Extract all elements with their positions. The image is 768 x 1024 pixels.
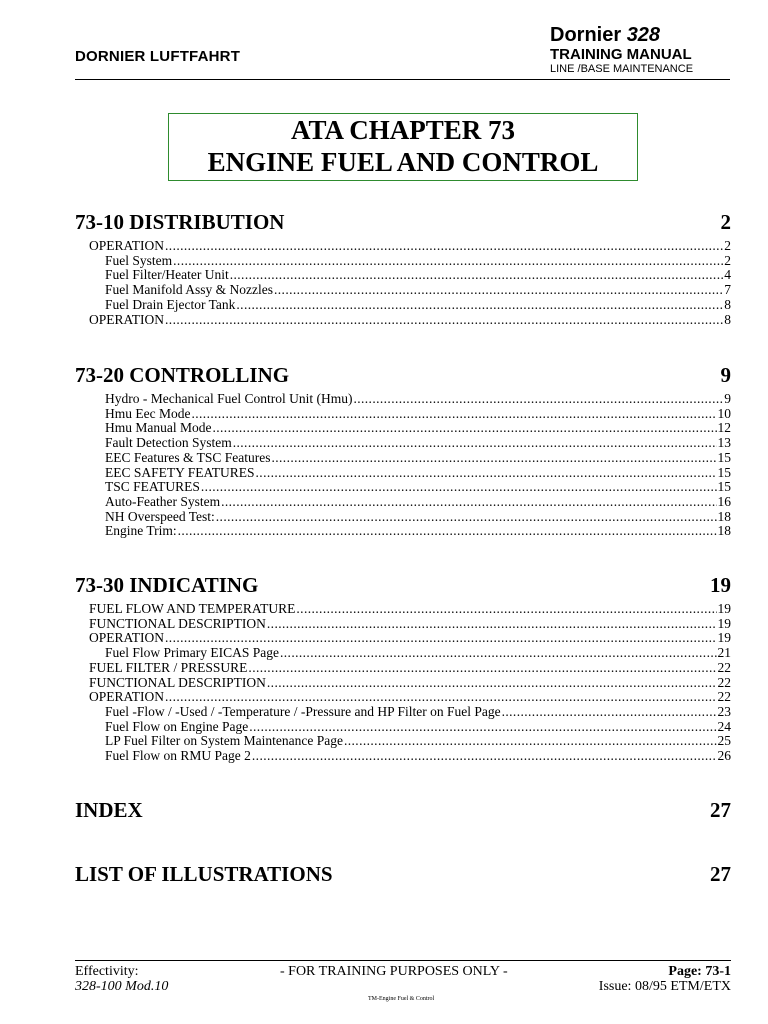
toc-entry-label: Hydro - Mechanical Fuel Control Unit (Hmu) <box>105 391 353 406</box>
toc-entry[interactable] <box>89 451 731 466</box>
toc-entry-label: OPERATION <box>89 311 165 327</box>
toc-entry[interactable] <box>89 268 731 283</box>
toc-entry-page: 12 <box>717 420 731 436</box>
leader-dots <box>236 298 723 313</box>
toc-entry-page: 22 <box>717 674 731 690</box>
manual-subtitle: LINE /BASE MAINTENANCE <box>550 63 694 75</box>
section-heading-controlling[interactable] <box>75 363 731 388</box>
toc-entry[interactable] <box>89 392 731 407</box>
toc-entry-page: 26 <box>717 748 731 764</box>
leader-dots <box>267 617 717 632</box>
issue-info: Issue: 08/95 ETM/ETX <box>598 979 731 994</box>
toc-entry[interactable] <box>89 254 731 269</box>
section-heading-index[interactable] <box>75 798 731 823</box>
toc-entry-page: 21 <box>717 645 731 661</box>
toc-entry-label: LP Fuel Filter on System Maintenance Page <box>105 733 343 749</box>
illustrations-title: LIST OF ILLUSTRATIONS <box>75 862 333 886</box>
footer-divider <box>75 960 731 961</box>
toc-entry[interactable] <box>89 720 731 735</box>
toc-entry-label: OPERATION <box>89 630 165 646</box>
toc-list-distribution <box>89 239 731 327</box>
toc-entry-label: Fuel Flow Primary EICAS Page <box>105 645 279 661</box>
section-title: 73-30 INDICATING <box>75 573 259 597</box>
training-notice: - FOR TRAINING PURPOSES ONLY - <box>280 964 508 979</box>
brand-name: Dornier <box>550 24 622 46</box>
leader-dots <box>280 646 717 661</box>
brand-title <box>550 24 718 46</box>
toc-entry[interactable] <box>89 510 731 525</box>
leader-dots <box>274 283 723 298</box>
toc-entry-page: 18 <box>717 523 731 539</box>
toc-entry[interactable] <box>89 495 731 510</box>
toc-entry-page: 22 <box>717 689 731 705</box>
page-number: Page: 73-1 <box>668 964 731 979</box>
toc-entry-label: EEC Features & TSC Features <box>105 449 271 465</box>
toc-entry-label: Fuel Manifold Assy & Nozzles <box>105 282 273 298</box>
effectivity-value: 328-100 Mod.10 <box>75 979 169 994</box>
toc-entry-page: 13 <box>717 435 731 451</box>
effectivity-label: Effectivity: <box>75 964 139 979</box>
toc-entry-label: Fuel Flow on Engine Page <box>105 718 249 734</box>
toc-entry-label: NH Overspeed Test: <box>105 508 215 524</box>
toc-entry-page: 15 <box>717 479 731 495</box>
chapter-title-box <box>168 113 638 181</box>
toc-entry-page: 2 <box>724 252 731 268</box>
toc-entry-page: 18 <box>717 508 731 524</box>
chapter-title: ATA CHAPTER 73 <box>290 115 515 145</box>
manual-title: TRAINING MANUAL <box>550 46 692 63</box>
toc-entry[interactable] <box>89 480 731 495</box>
section-heading-illustrations[interactable] <box>75 862 731 887</box>
toc-entry-page: 2 <box>724 238 731 253</box>
toc-entry[interactable] <box>89 524 731 539</box>
toc-entry-label: Engine Trim: <box>105 523 177 539</box>
toc-entry-page: 24 <box>717 718 731 734</box>
toc-entry[interactable] <box>89 436 731 451</box>
toc-entry[interactable] <box>89 298 731 313</box>
toc-entry-label: Fault Detection System <box>105 435 232 451</box>
toc-entry[interactable] <box>89 676 731 691</box>
toc-entry-label: OPERATION <box>89 689 165 705</box>
toc-entry-label: Fuel -Flow / -Used / -Temperature / -Pressure and HP Filter on Fuel Page <box>105 703 501 719</box>
section-page: 9 <box>720 363 731 387</box>
toc-entry[interactable] <box>89 239 731 254</box>
toc-entry-label: FUEL FILTER / PRESSURE <box>89 659 248 675</box>
leader-dots <box>233 436 717 451</box>
toc-entry-label: FUNCTIONAL DESCRIPTION <box>89 615 266 631</box>
illustrations-page: 27 <box>710 862 731 886</box>
leader-dots <box>165 690 716 705</box>
leader-dots <box>165 239 723 254</box>
toc-entry-page: 8 <box>724 296 731 312</box>
document-reference: TM-Engine Fuel & Control <box>368 996 435 1002</box>
toc-entry-page: 22 <box>717 659 731 675</box>
leader-dots <box>178 524 717 539</box>
leader-dots <box>502 705 717 720</box>
section-page: 19 <box>710 573 731 597</box>
brand-block <box>550 24 718 76</box>
toc-entry-page: 19 <box>717 615 731 631</box>
section-heading-indicating[interactable] <box>75 573 731 598</box>
toc-entry-page: 16 <box>717 493 731 509</box>
leader-dots <box>267 676 717 691</box>
toc-entry-label: FUNCTIONAL DESCRIPTION <box>89 674 266 690</box>
effectivity-block <box>75 964 168 994</box>
toc-entry-page: 8 <box>724 311 731 327</box>
index-title: INDEX <box>75 798 143 822</box>
leader-dots <box>165 631 716 646</box>
section-page: 2 <box>720 210 731 234</box>
toc-entry[interactable] <box>89 734 731 749</box>
toc-entry[interactable] <box>89 646 731 661</box>
toc-entry[interactable] <box>89 705 731 720</box>
leader-dots <box>165 313 723 328</box>
page-info-block <box>599 964 731 994</box>
toc-entry-label: TSC FEATURES <box>105 479 200 495</box>
toc-entry-label: Fuel System <box>105 252 173 268</box>
toc-entry[interactable] <box>89 407 731 422</box>
leader-dots <box>173 254 723 269</box>
leader-dots <box>353 392 723 407</box>
toc-entry[interactable] <box>89 749 731 764</box>
toc-entry-page: 25 <box>717 733 731 749</box>
toc-entry-label: Hmu Eec Mode <box>105 405 191 421</box>
index-page: 27 <box>710 798 731 822</box>
leader-dots <box>216 510 717 525</box>
leader-dots <box>248 661 716 676</box>
leader-dots <box>296 602 716 617</box>
company-name: DORNIER LUFTFAHRT <box>75 48 241 65</box>
leader-dots <box>201 480 717 495</box>
chapter-subtitle: ENGINE FUEL AND CONTROL <box>207 147 599 177</box>
leader-dots <box>256 466 717 481</box>
leader-dots <box>271 451 716 466</box>
section-title: 73-10 DISTRIBUTION <box>75 210 285 234</box>
leader-dots <box>191 407 716 422</box>
toc-entry[interactable] <box>89 631 731 646</box>
toc-entry-page: 19 <box>717 601 731 616</box>
toc-entry[interactable] <box>89 602 731 617</box>
toc-entry-page: 15 <box>717 464 731 480</box>
leader-dots <box>230 268 724 283</box>
toc-entry[interactable] <box>89 421 731 436</box>
header-divider <box>75 79 730 80</box>
toc-entry[interactable] <box>89 617 731 632</box>
toc-entry-page: 19 <box>717 630 731 646</box>
toc-entry[interactable] <box>89 466 731 481</box>
toc-list-controlling <box>89 392 731 539</box>
toc-entry-label: Fuel Flow on RMU Page 2 <box>105 748 251 764</box>
leader-dots <box>212 421 716 436</box>
toc-entry-label: Fuel Filter/Heater Unit <box>105 267 229 283</box>
leader-dots <box>221 495 716 510</box>
toc-entry-label: EEC SAFETY FEATURES <box>105 464 255 480</box>
toc-entry-page: 4 <box>724 267 731 283</box>
toc-entry-label: Hmu Manual Mode <box>105 420 212 436</box>
toc-entry-label: Auto-Feather System <box>105 493 221 509</box>
leader-dots <box>252 749 717 764</box>
toc-entry-label: OPERATION <box>89 238 165 253</box>
toc-entry[interactable] <box>89 313 731 328</box>
toc-entry-label: Fuel Drain Ejector Tank <box>105 296 236 312</box>
leader-dots <box>344 734 717 749</box>
toc-entry-page: 23 <box>717 703 731 719</box>
toc-entry-page: 15 <box>717 449 731 465</box>
brand-model: 328 <box>626 24 661 46</box>
toc-entry-page: 9 <box>724 391 731 406</box>
toc-entry-page: 7 <box>724 282 731 298</box>
toc-list-indicating <box>89 602 731 764</box>
toc-entry[interactable] <box>89 661 731 676</box>
toc-entry-page: 10 <box>717 405 731 421</box>
toc-entry-label: FUEL FLOW AND TEMPERATURE <box>89 601 296 616</box>
section-title: 73-20 CONTROLLING <box>75 363 290 387</box>
toc-entry[interactable] <box>89 283 731 298</box>
leader-dots <box>249 720 716 735</box>
toc-entry[interactable] <box>89 690 731 705</box>
section-heading-distribution[interactable] <box>75 210 731 235</box>
